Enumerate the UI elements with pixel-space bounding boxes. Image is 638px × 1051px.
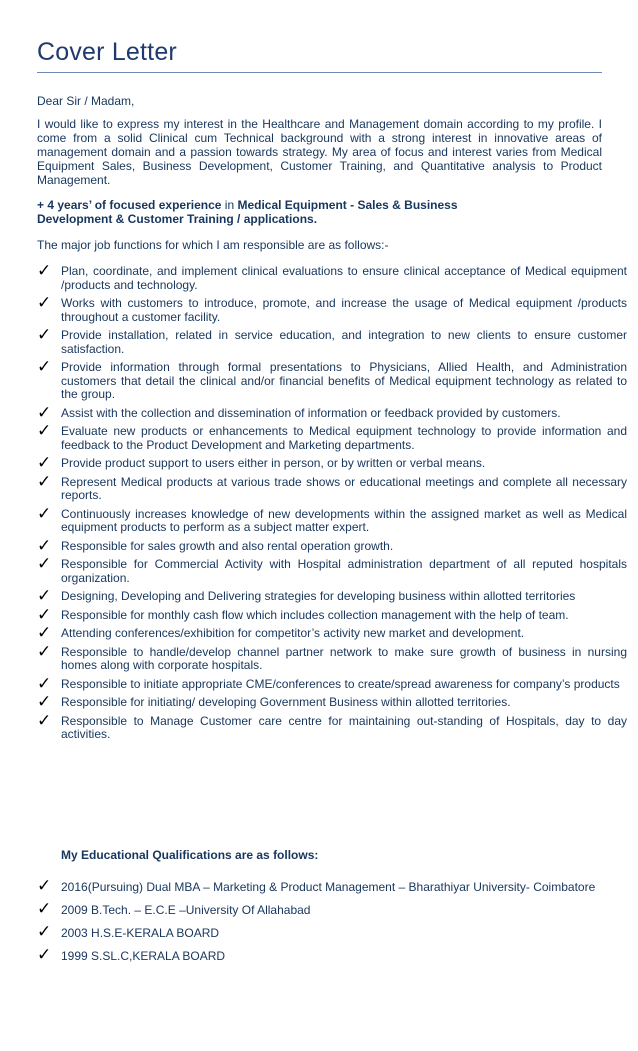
checkmark-icon: ✓ [37,535,52,556]
checkmark-icon: ✓ [37,945,52,965]
job-function-item [37,471,627,503]
education-item [37,922,627,942]
job-function-item-text: Responsible for initiating/ developing Government Business within allotted territories. [61,695,511,709]
checkmark-icon: ✓ [37,471,52,492]
job-function-item-text: Assist with the collection and dissemination of information or feedback provided by customers. [61,405,561,420]
checkmark-icon: ✓ [37,922,52,942]
job-function-item [37,261,627,292]
job-function-item [37,554,627,585]
job-function-item-text: Designing, Developing and Delivering strategies for developing business within allotted territories [61,589,576,603]
job-function-item-text: Responsible to handle/develop channel partner network to make sure growth of business in nursing homes along with corporate hospitals. [61,644,627,672]
job-function-item-text: Attending conferences/exhibition for competitor’s activity new market and development. [61,626,525,640]
checkmark-icon: ✓ [37,876,52,896]
job-function-item [37,293,627,324]
intro-paragraph: I would like to express my interest in the Healthcare and Management domain according to my profile. I come from a solid Clinical cum Technical background with a strong interest in innovative areas of management domain and a passion towards strategy. My area of focus and interest varies from Medical Equipment Sales, Business Development, Customer Training, and Quantitative analysis to Product Management. [37,117,602,187]
job-function-item [37,402,627,423]
checkmark-icon: ✓ [37,673,52,694]
education-item [37,899,627,919]
checkmark-icon: ✓ [37,899,52,919]
checkmark-icon: ✓ [37,503,52,524]
job-function-item-text: Represent Medical products at various trade shows or educational meetings and complete all necessary reports. [61,474,627,502]
checkmark-icon: ✓ [37,554,52,574]
job-function-item-text: Provide information through formal presentations to Physicians, Allied Health, and Administration customers that detail the clinical and/or financial benefits of Medical equipment technology as related to the group. [61,360,627,401]
job-function-item [37,325,627,356]
education-item-text: 2003 H.S.E-KERALA BOARD [61,926,220,940]
checkmark-icon: ✓ [37,261,52,281]
job-function-item [37,535,627,556]
salutation: Dear Sir / Madam, [37,94,135,108]
title-divider [37,72,602,73]
education-item-text: 2009 B.Tech. – E.C.E –University Of Allahabad [61,903,311,917]
checkmark-icon: ✓ [37,692,52,712]
experience-years: + 4 years’ of focused experience [37,198,222,212]
checkmark-icon: ✓ [37,586,52,606]
job-function-item [37,641,627,673]
checkmark-icon: ✓ [37,421,52,441]
job-function-item [37,692,627,712]
checkmark-icon: ✓ [37,325,52,345]
job-function-item-text: Responsible to Manage Customer care centre for maintaining out-standing of Hospitals, day to day activities. [61,713,627,741]
job-function-item [37,421,627,452]
education-heading: My Educational Qualifications are as follows: [61,848,319,862]
job-function-item [37,453,627,473]
checkmark-icon: ✓ [37,604,52,625]
job-function-item-text: Responsible for sales growth and also rental operation growth. [61,538,394,553]
job-function-item-text: Responsible for monthly cash flow which includes collection management with the help of team. [61,607,569,622]
job-function-item [37,357,627,402]
checkmark-icon: ✓ [37,357,52,377]
education-item [37,876,627,896]
job-function-item [37,586,627,606]
education-item-text: 1999 S.SL.C,KERALA BOARD [61,949,226,963]
job-function-item [37,710,627,742]
job-function-item-text: Plan, coordinate, and implement clinical evaluations to ensure clinical acceptance of Medical equipment /products and technology. [61,264,627,292]
job-function-item [37,604,627,625]
job-function-item [37,673,627,694]
checkmark-icon: ✓ [37,453,52,473]
checkmark-icon: ✓ [37,623,52,643]
experience-summary [37,198,487,226]
checkmark-icon: ✓ [37,641,52,662]
experience-connector: in [221,198,238,212]
job-function-item-text: Responsible to initiate appropriate CME/conferences to create/spread awareness for company’s products [61,676,620,691]
job-function-item-text: Provide product support to users either in person, or by written or verbal means. [61,456,486,470]
job-function-item [37,623,627,643]
checkmark-icon: ✓ [37,710,52,731]
functions-intro: The major job functions for which I am responsible are as follows:- [37,238,389,252]
checkmark-icon: ✓ [37,293,52,313]
job-function-item [37,503,627,535]
job-function-item-text: Evaluate new products or enhancements to Medical equipment technology to provide information and feedback to the Product Development and Marketing departments. [61,424,627,452]
education-list [37,876,627,972]
experience-domain: Medical Equipment - Sales & Business Development & Customer Training / applications. [37,198,458,226]
job-function-item-text: Responsible for Commercial Activity with Hospital administration department of all reputed hospitals organization. [61,557,627,585]
job-functions-list [37,261,627,747]
page-title: Cover Letter [37,38,177,66]
checkmark-icon: ✓ [37,402,52,423]
job-function-item-text: Works with customers to introduce, promote, and increase the usage of Medical equipment /products throughout a customer facility. [61,296,627,324]
job-function-item-text: Continuously increases knowledge of new developments within the assigned market as well as Medical equipment products to perform as a subject matter expert. [61,506,627,534]
education-item-text: 2016(Pursuing) Dual MBA – Marketing & Product Management – Bharathiyar University- Coimbatore [61,880,596,894]
job-function-item-text: Provide installation, related in service education, and integration to new clients to ensure customer satisfaction. [61,328,627,356]
education-item [37,945,627,965]
